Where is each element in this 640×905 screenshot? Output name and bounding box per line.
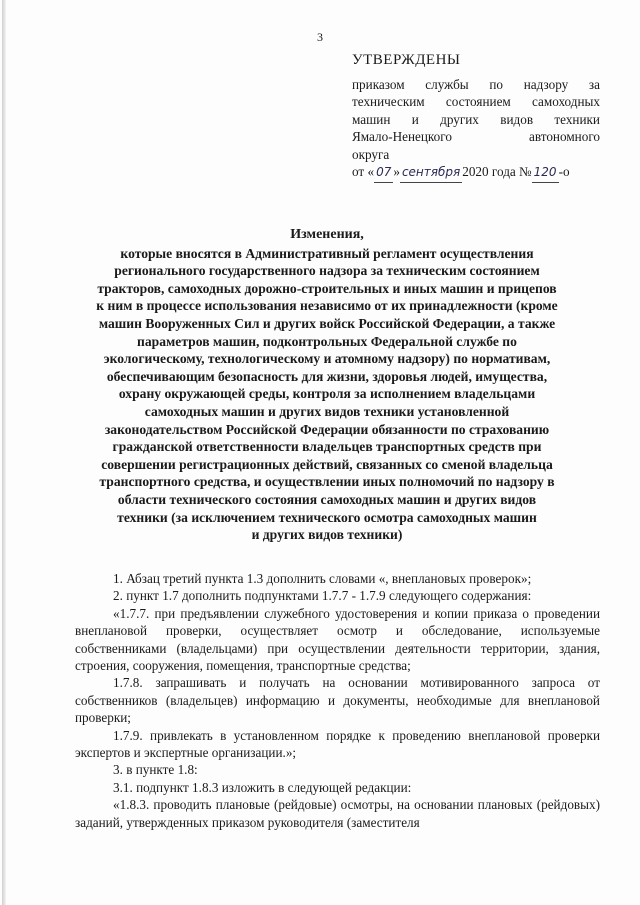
body-paragraph: «1.8.3. проводить плановые (рейдовые) осмотры, на основании плановых (рейдовых) заданий, утвержденных приказом руководителя (заместителя	[75, 797, 600, 830]
date-month-handwritten: сентября	[400, 164, 462, 183]
heading-title: Изменения,	[290, 227, 364, 242]
heading-line: транспортного средства, и осуществлении иных полномочий по надзору в	[99, 474, 555, 490]
heading-line: параметров машин, подконтрольных Федеральной службе по	[137, 333, 517, 349]
approval-title: УТВЕРЖДЕНЫ	[352, 52, 461, 68]
heading-line: и других видов техники)	[251, 527, 403, 543]
body-paragraph: 3.1. подпункт 1.8.3 изложить в следующей редакции:	[113, 779, 412, 795]
body-paragraph: 1.7.8. запрашивать и получать на основании мотивированного запроса от собственников (владельцев) информацию и документы, необходимые для внеплановой проверки;	[75, 675, 600, 726]
body-paragraph: «1.7.7. при предъявлении служебного удостоверения и копии приказа о проведении внеплановой проверки, осуществляет осмотр и обследование, используемые собственниками (владельцами) при осуществлении деятельности территории, здания, строения, сооружения, помещения, транспортные средства;	[75, 605, 600, 674]
heading-line: тракторов, самоходных дорожно-строительных и иных машин и прицепов	[97, 280, 557, 296]
heading-line: охрану окружающей среды, контроля за исполнением владельцами	[118, 386, 536, 402]
heading-line: законодательством Российской Федерации обязанности по страхованию	[104, 421, 550, 437]
document-body	[75, 570, 600, 831]
heading-line: к ним в процессе использования независимо от их принадлежности (кроме	[96, 298, 558, 314]
date-year: 2020 года №	[462, 164, 532, 179]
body-paragraph: 2. пункт 1.7 дополнить подпунктами 1.7.7 - 1.7.9 следующего содержания:	[113, 588, 532, 604]
heading-line: совершении регистрационных действий, связанных со сменой владельца	[101, 456, 553, 472]
body-paragraph: 1. Абзац третий пункта 1.3 дополнить словами «, внеплановых проверок»;	[113, 571, 532, 586]
heading-line: регионального государственного надзора за техническим состоянием	[114, 263, 540, 279]
document-heading	[72, 226, 582, 544]
heading-line: области технического состояния самоходных машин и других видов	[117, 491, 537, 507]
heading-line: которые вносятся в Административный регламент осуществления	[120, 245, 534, 261]
order-number-handwritten: 120	[532, 164, 559, 183]
body-paragraph: 3. в пункте 1.8:	[113, 762, 198, 778]
page-number: 3	[317, 30, 323, 44]
body-paragraph: 1.7.9. привлекать в установленном порядке к проведению внеплановой проверки экспертов и экспертные организации.»;	[75, 727, 600, 761]
heading-line: экологическому, технологическому и атомному надзору) по нормативам,	[103, 351, 551, 367]
heading-line: обеспечивающим безопасность для жизни, здоровья людей, имущества,	[106, 368, 548, 384]
approval-line: машин и других видов техники	[352, 111, 600, 127]
approval-line: округа	[352, 146, 390, 162]
approval-date	[352, 163, 600, 183]
date-prefix: от «	[352, 164, 375, 179]
approval-line: техническим состоянием самоходных	[352, 94, 600, 109]
approval-line: приказом службы по надзору за	[352, 76, 600, 92]
heading-line: гражданской ответственности владельцев транспортных средств при	[112, 439, 542, 455]
date-suffix: -о	[558, 164, 570, 179]
approval-block	[352, 52, 600, 183]
heading-line: техники (за исключением технического осмотра самоходных машин	[117, 509, 537, 525]
scan-edge	[2, 0, 6, 905]
approval-line: Ямало-Ненецкого автономного	[352, 129, 600, 144]
heading-line: машин Вооруженных Сил и других войск Российской Федерации, а также	[98, 315, 556, 331]
date-mid: »	[393, 164, 400, 179]
date-day-handwritten: 07	[374, 164, 393, 183]
heading-line: самоходных машин и других видов техники установленной	[144, 403, 510, 419]
